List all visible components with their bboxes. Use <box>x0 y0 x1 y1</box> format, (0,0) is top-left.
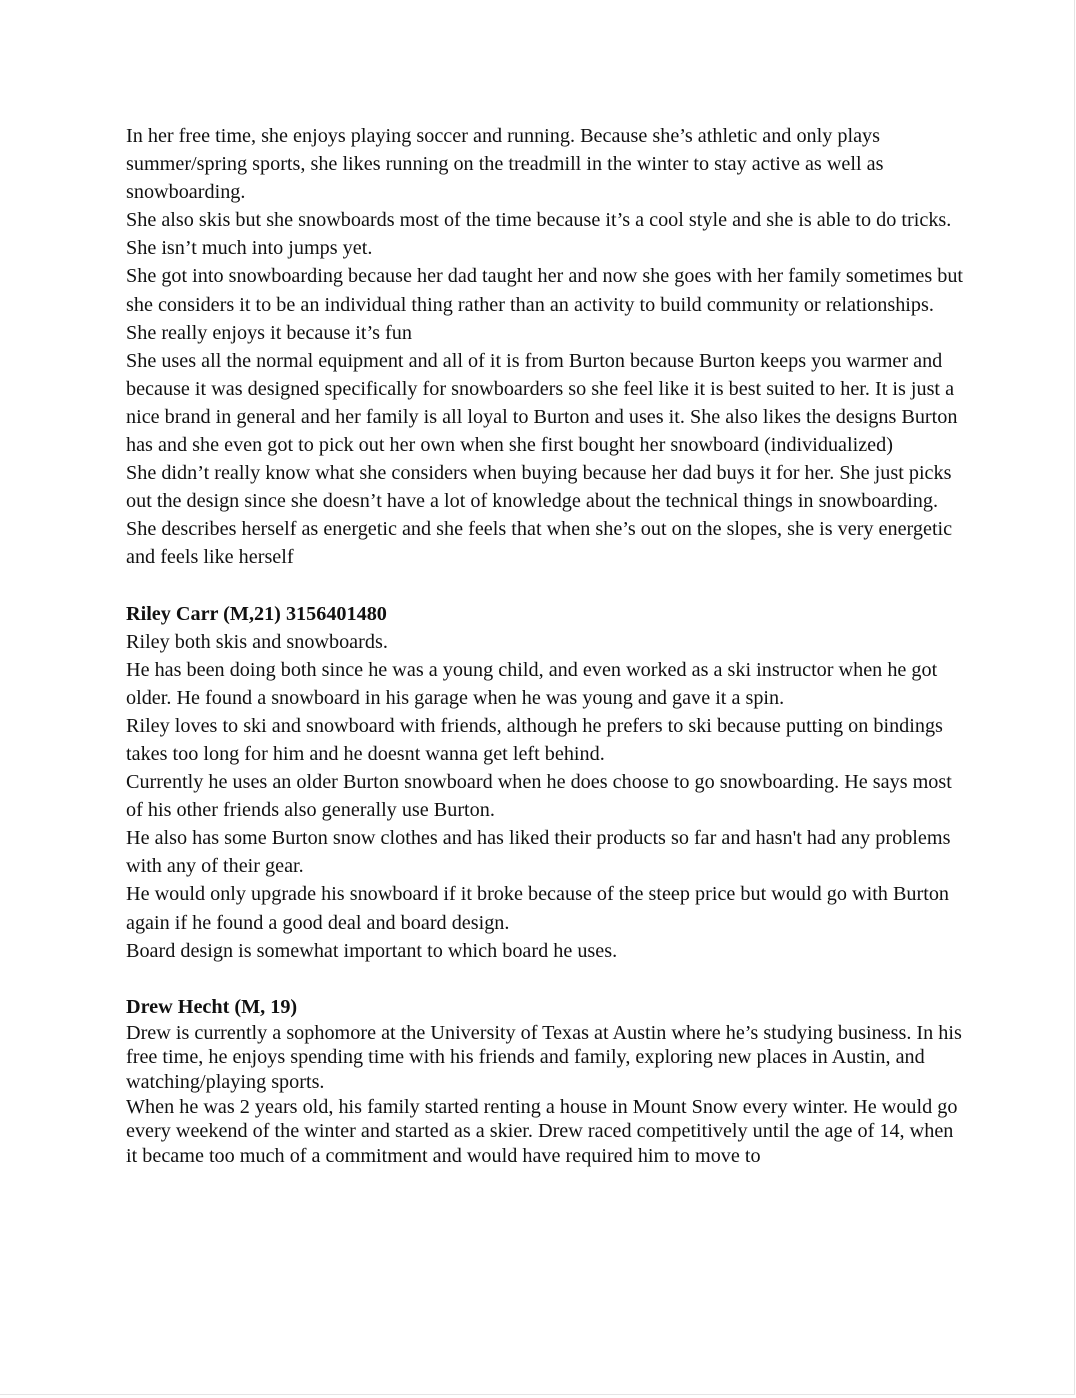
interviewee-heading: Drew Hecht (M, 19) <box>126 995 298 1018</box>
paragraph: He also has some Burton snow clothes and has liked their products so far and hasn't had any problems with any of their gear. <box>126 827 951 878</box>
interviewee-heading: Riley Carr (M,21) 3156401480 <box>126 602 387 625</box>
section-gap <box>126 965 966 993</box>
paragraph: She also skis but she snowboards most of the time because it’s a cool style and she is able to do tricks. She isn’t much into jumps yet. <box>126 209 952 260</box>
paragraph: Currently he uses an older Burton snowboard when he does choose to go snowboarding. He says most of his other friends also generally use Burton. <box>126 771 952 822</box>
paragraph: Drew is currently a sophomore at the University of Texas at Austin where he’s studying business. In his free time, he enjoys spending time with his friends and family, exploring new places in Austin, and watching/playing sports. <box>126 1021 962 1093</box>
paragraph: Riley both skis and snowboards. <box>126 630 388 653</box>
paragraph: When he was 2 years old, his family started renting a house in Mount Snow every winter. He would go every weekend of the winter and started as a skier. Drew raced competitively until the age of 14, when it became too much of a commitment and would have required him to move to <box>126 1095 958 1167</box>
paragraph: She got into snowboarding because her dad taught her and now she goes with her family sometimes but she considers it to be an individual thing rather than an activity to build community or relationships. <box>126 265 964 316</box>
section-drew-hecht <box>126 993 966 1169</box>
paragraph: In her free time, she enjoys playing soccer and running. Because she’s athletic and only plays summer/spring sports, she likes running on the treadmill in the winter to stay active as well as snowboarding. <box>126 125 884 204</box>
paragraph: She really enjoys it because it’s fun <box>126 321 412 344</box>
section-riley-carr <box>126 600 966 965</box>
paragraph: She describes herself as energetic and she feels that when she’s out on the slopes, she is very energetic and feels like herself <box>126 518 953 569</box>
paragraph: Board design is somewhat important to which board he uses. <box>126 939 618 962</box>
paragraph: He has been doing both since he was a young child, and even worked as a ski instructor when he got older. He found a snowboard in his garage when he was young and gave it a spin. <box>126 658 938 709</box>
section-first-interviewee <box>126 122 966 572</box>
document-body <box>126 122 966 1168</box>
paragraph: Riley loves to ski and snowboard with friends, although he prefers to ski because putting on bindings takes too long for him and he doesnt wanna get left behind. <box>126 714 943 765</box>
section-gap <box>126 572 966 600</box>
paragraph: She uses all the normal equipment and all of it is from Burton because Burton keeps you warmer and because it was designed specifically for snowboarders so she feel like it is best suited to her. It is just a nice brand in general and her family is all loyal to Burton and uses it. She also likes the designs Burton has and she even got to pick out her own when she first bought her snowboard (individualized) <box>126 349 958 457</box>
paragraph: She didn’t really know what she considers when buying because her dad buys it for her. She just picks out the design since she doesn’t have a lot of knowledge about the technical things in snowboarding. <box>126 462 952 513</box>
paragraph: He would only upgrade his snowboard if it broke because of the steep price but would go with Burton again if he found a good deal and board design. <box>126 883 950 934</box>
